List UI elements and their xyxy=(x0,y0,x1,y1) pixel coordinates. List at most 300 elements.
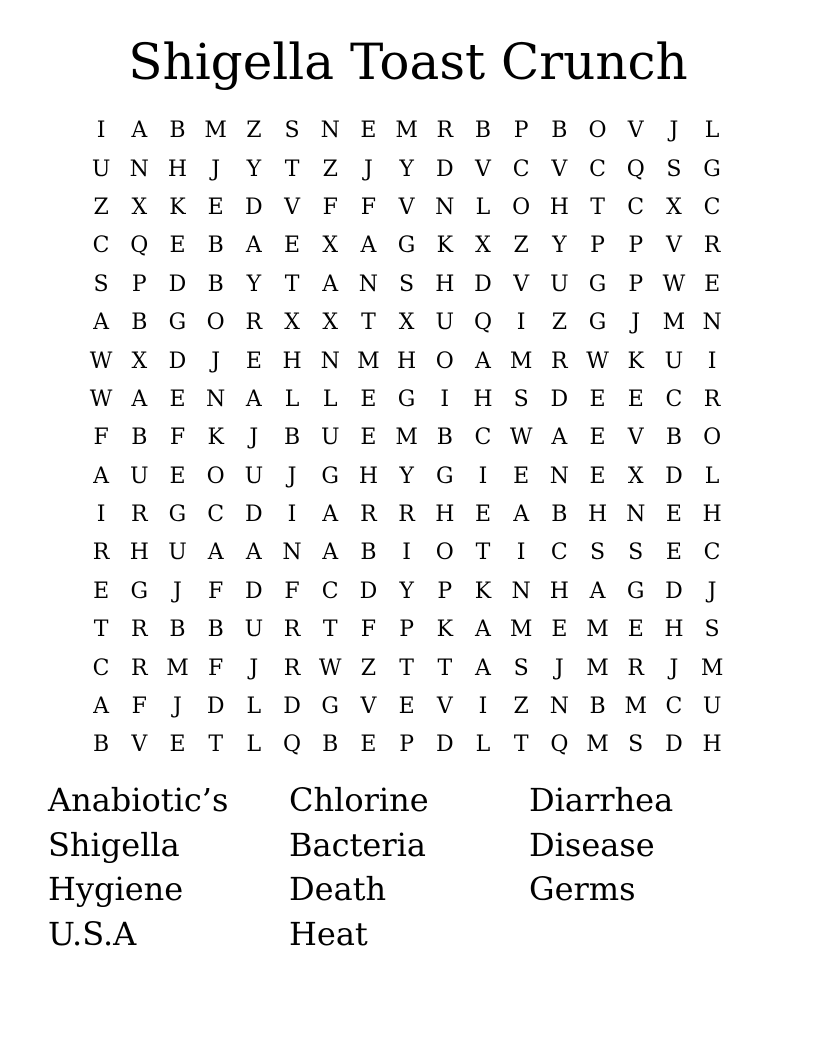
grid-letter: P xyxy=(399,732,414,758)
grid-letter: G xyxy=(168,502,187,528)
grid-row xyxy=(82,649,732,687)
grid-letter: U xyxy=(244,617,264,643)
grid-letter: P xyxy=(513,118,529,144)
grid-row xyxy=(82,726,732,764)
grid-letter: A xyxy=(322,540,339,566)
grid-row xyxy=(82,419,732,457)
grid-letter: M xyxy=(586,732,609,758)
grid-letter: E xyxy=(627,617,644,643)
grid-letter: E xyxy=(665,502,682,528)
grid-letter: U xyxy=(550,271,569,297)
grid-letter: B xyxy=(93,732,110,758)
grid-row xyxy=(82,496,732,534)
grid-letter: I xyxy=(402,540,411,566)
grid-letter: L xyxy=(475,194,491,220)
grid-letter: B xyxy=(169,118,186,144)
grid-letter: P xyxy=(437,578,453,604)
grid-letter: T xyxy=(284,271,300,297)
grid-letter: X xyxy=(322,310,339,336)
grid-letter: O xyxy=(206,310,225,336)
grid-letter: I xyxy=(516,310,526,336)
word-column xyxy=(529,778,769,912)
grid-letter: T xyxy=(208,732,223,758)
grid-letter: C xyxy=(207,502,225,528)
grid-letter: V xyxy=(398,194,415,220)
grid-letter: A xyxy=(589,578,606,604)
grid-letter: T xyxy=(361,310,376,336)
grid-letter: M xyxy=(204,118,227,144)
grid-letter: H xyxy=(435,271,455,297)
grid-letter: B xyxy=(207,233,224,259)
grid-letter: I xyxy=(287,502,297,528)
grid-letter: H xyxy=(358,463,378,489)
word-list-item: Heat xyxy=(289,915,368,954)
grid-letter: V xyxy=(665,233,682,259)
grid-letter: F xyxy=(131,694,147,720)
grid-letter: N xyxy=(320,118,340,144)
grid-letter: Y xyxy=(552,233,567,259)
grid-letter: F xyxy=(208,655,224,681)
grid-letter: G xyxy=(321,694,339,720)
grid-letter: V xyxy=(551,156,568,182)
grid-letter: X xyxy=(666,194,682,220)
grid-letter: Q xyxy=(283,732,302,758)
grid-letter: T xyxy=(437,655,453,681)
grid-letter: G xyxy=(626,578,645,604)
grid-letter: E xyxy=(284,233,301,259)
grid-letter: G xyxy=(130,578,149,604)
grid-letter: X xyxy=(284,310,300,336)
grid-letter: S xyxy=(93,271,109,297)
grid-letter: O xyxy=(435,540,454,566)
grid-letter: D xyxy=(245,194,263,220)
grid-letter: H xyxy=(397,348,417,374)
grid-letter: E xyxy=(551,617,568,643)
grid-letter: A xyxy=(475,348,491,374)
grid-letter: J xyxy=(363,156,373,182)
grid-letter: T xyxy=(399,655,414,681)
grid-letter: S xyxy=(513,386,529,412)
grid-letter: A xyxy=(322,502,339,528)
grid-letter: A xyxy=(475,617,491,643)
grid-letter: K xyxy=(474,578,492,604)
grid-letter: N xyxy=(435,194,455,220)
word-list-item: Chlorine xyxy=(289,781,429,819)
grid-letter: C xyxy=(589,156,606,182)
grid-letter: E xyxy=(360,386,377,412)
grid-letter: Z xyxy=(322,156,338,182)
grid-letter: H xyxy=(435,502,455,528)
grid-letter: N xyxy=(320,348,340,374)
grid-letter: M xyxy=(662,310,686,336)
grid-letter: M xyxy=(395,425,418,451)
grid-letter: Z xyxy=(513,694,529,720)
grid-letter: I xyxy=(440,386,450,412)
grid-letter: W xyxy=(318,655,342,681)
grid-letter: E xyxy=(169,233,186,259)
grid-row xyxy=(82,150,732,188)
grid-letter: M xyxy=(700,655,724,681)
grid-letter: M xyxy=(586,617,609,643)
grid-letter: F xyxy=(93,425,109,451)
grid-letter: U xyxy=(244,463,264,489)
grid-letter: N xyxy=(549,463,569,489)
grid-letter: E xyxy=(360,118,377,144)
word-list-item: Disease xyxy=(529,825,655,864)
grid-letter: E xyxy=(169,463,186,489)
grid-letter: S xyxy=(284,118,300,144)
grid-letter: N xyxy=(511,578,531,604)
grid-letter: P xyxy=(131,271,147,297)
grid-row xyxy=(82,611,732,649)
grid-letter: S xyxy=(399,271,415,297)
grid-letter: M xyxy=(624,694,647,720)
grid-letter: H xyxy=(282,348,302,374)
grid-letter: K xyxy=(627,348,644,374)
grid-letter: L xyxy=(284,386,300,412)
grid-letter: S xyxy=(513,655,529,681)
grid-row xyxy=(82,112,732,150)
grid-letter: J xyxy=(173,578,182,604)
grid-letter: J xyxy=(554,655,564,681)
grid-letter: H xyxy=(167,156,188,182)
grid-letter: D xyxy=(665,732,683,758)
grid-letter: A xyxy=(245,233,262,259)
word-list-item: U.S.A xyxy=(48,915,137,954)
grid-letter: M xyxy=(586,655,609,681)
grid-letter: A xyxy=(207,540,224,566)
grid-letter: B xyxy=(169,617,186,643)
grid-letter: R xyxy=(92,540,110,566)
grid-letter: E xyxy=(627,386,644,412)
grid-letter: V xyxy=(513,271,530,297)
grid-letter: N xyxy=(206,386,226,412)
grid-letter: J xyxy=(287,463,297,489)
grid-letter: D xyxy=(474,271,492,297)
grid-letter: R xyxy=(360,502,377,528)
grid-letter: L xyxy=(322,386,338,412)
grid-letter: W xyxy=(89,348,113,374)
grid-letter: M xyxy=(509,617,533,643)
grid-letter: E xyxy=(245,348,262,374)
grid-letter: A xyxy=(513,502,530,528)
grid-letter: B xyxy=(551,502,568,528)
grid-letter: Q xyxy=(626,156,645,182)
grid-letter: I xyxy=(516,540,526,566)
grid-letter: E xyxy=(513,463,530,489)
grid-letter: Y xyxy=(399,463,414,489)
grid-letter: N xyxy=(702,310,722,336)
grid-letter: N xyxy=(549,694,569,720)
grid-letter: L xyxy=(246,732,262,758)
grid-letter: B xyxy=(474,118,492,144)
grid-letter: N xyxy=(358,271,379,297)
grid-letter: A xyxy=(551,425,568,451)
grid-letter: H xyxy=(549,194,569,220)
grid-letter: E xyxy=(704,271,721,297)
grid-letter: F xyxy=(169,425,186,451)
grid-letter: V xyxy=(436,694,453,720)
grid-letter: R xyxy=(245,310,263,336)
grid-letter: J xyxy=(707,578,717,604)
grid-letter: H xyxy=(549,578,569,604)
grid-letter: K xyxy=(207,425,224,451)
grid-letter: F xyxy=(360,194,377,220)
grid-letter: O xyxy=(512,194,531,220)
grid-letter: E xyxy=(360,732,377,758)
grid-letter: Y xyxy=(399,578,414,604)
grid-letter: G xyxy=(168,310,187,336)
grid-letter: Y xyxy=(399,156,414,182)
grid-letter: A xyxy=(322,271,339,297)
grid-letter: R xyxy=(283,655,301,681)
grid-letter: M xyxy=(357,348,380,374)
grid-letter: H xyxy=(702,732,722,758)
grid-row xyxy=(82,381,732,419)
grid-letter: C xyxy=(92,233,110,259)
grid-letter: M xyxy=(166,655,189,681)
grid-letter: W xyxy=(89,386,113,412)
grid-letter: O xyxy=(206,463,225,489)
grid-letter: Q xyxy=(130,233,149,259)
grid-letter: R xyxy=(130,655,148,681)
grid-letter: Y xyxy=(246,271,262,297)
grid-letter: F xyxy=(360,617,377,643)
grid-letter: G xyxy=(397,233,416,259)
grid-letter: U xyxy=(664,348,684,374)
grid-letter: A xyxy=(93,463,110,489)
grid-letter: X xyxy=(398,310,415,336)
grid-letter: Q xyxy=(473,310,492,336)
grid-letter: H xyxy=(702,502,722,528)
grid-letter: L xyxy=(704,463,720,489)
grid-letter: P xyxy=(628,233,644,259)
grid-letter: L xyxy=(475,732,491,758)
grid-letter: E xyxy=(169,732,186,758)
grid-letter: D xyxy=(359,578,378,604)
grid-letter: J xyxy=(669,655,679,681)
grid-letter: R xyxy=(283,617,301,643)
grid-letter: J xyxy=(249,655,259,681)
grid-letter: D xyxy=(168,348,187,374)
grid-letter: Z xyxy=(93,194,109,220)
grid-letter: D xyxy=(206,694,225,720)
grid-letter: G xyxy=(703,156,721,182)
grid-letter: V xyxy=(131,732,148,758)
grid-letter: W xyxy=(586,348,609,374)
grid-letter: M xyxy=(395,118,418,144)
grid-letter: E xyxy=(360,425,377,451)
grid-letter: C xyxy=(550,540,568,566)
word-column xyxy=(289,778,529,957)
grid-letter: A xyxy=(360,233,377,259)
grid-letter: O xyxy=(588,118,607,144)
grid-letter: V xyxy=(360,694,377,720)
grid-letter: A xyxy=(131,118,148,144)
word-list-item: Death xyxy=(289,870,387,909)
grid-letter: R xyxy=(436,118,454,144)
grid-row xyxy=(82,458,732,496)
grid-letter: E xyxy=(93,578,110,604)
grid-letter: A xyxy=(475,655,491,681)
grid-letter: U xyxy=(130,463,149,489)
grid-letter: U xyxy=(320,425,340,451)
grid-letter: V xyxy=(284,194,300,220)
letter-grid xyxy=(82,112,732,765)
grid-letter: H xyxy=(664,617,684,643)
grid-letter: L xyxy=(704,118,720,144)
grid-letter: T xyxy=(93,617,109,643)
grid-row xyxy=(82,573,732,611)
grid-letter: Z xyxy=(246,118,262,144)
grid-letter: X xyxy=(131,348,148,374)
grid-letter: I xyxy=(96,118,106,144)
grid-letter: X xyxy=(627,463,644,489)
grid-letter: J xyxy=(211,348,221,374)
grid-letter: C xyxy=(92,655,110,681)
grid-letter: W xyxy=(662,271,686,297)
grid-letter: A xyxy=(93,310,110,336)
grid-letter: X xyxy=(131,194,148,220)
grid-letter: E xyxy=(589,463,606,489)
grid-letter: S xyxy=(704,617,720,643)
grid-letter: J xyxy=(249,425,259,451)
grid-row xyxy=(82,342,732,380)
grid-letter: P xyxy=(628,271,644,297)
grid-letter: E xyxy=(474,502,491,528)
grid-letter: Z xyxy=(551,310,567,336)
grid-letter: J xyxy=(669,118,679,144)
word-list-item: Germs xyxy=(529,870,636,909)
grid-row xyxy=(82,189,732,227)
grid-letter: Q xyxy=(550,732,569,758)
grid-letter: E xyxy=(398,694,415,720)
grid-letter: U xyxy=(702,694,722,720)
grid-letter: G xyxy=(588,271,607,297)
grid-letter: A xyxy=(131,386,148,412)
grid-letter: I xyxy=(478,463,488,489)
grid-letter: R xyxy=(398,502,415,528)
grid-letter: D xyxy=(435,156,454,182)
grid-letter: O xyxy=(435,348,454,374)
grid-letter: D xyxy=(283,694,301,720)
word-list-item: Bacteria xyxy=(289,825,426,864)
grid-letter: J xyxy=(173,694,182,720)
word-list-item: Shigella xyxy=(48,825,180,864)
grid-letter: C xyxy=(627,194,645,220)
grid-letter: V xyxy=(627,425,644,451)
grid-row xyxy=(82,227,732,265)
grid-letter: D xyxy=(435,732,454,758)
grid-letter: B xyxy=(360,540,377,566)
word-list-item: Diarrhea xyxy=(529,781,674,819)
grid-letter: N xyxy=(129,156,149,182)
grid-letter: J xyxy=(211,156,221,182)
page-title: Shigella Toast Crunch xyxy=(128,33,688,91)
grid-letter: D xyxy=(168,271,187,297)
grid-letter: N xyxy=(626,502,646,528)
grid-letter: A xyxy=(245,386,262,412)
grid-letter: C xyxy=(321,578,339,604)
grid-letter: D xyxy=(665,463,683,489)
grid-letter: G xyxy=(588,310,607,336)
grid-letter: D xyxy=(550,386,569,412)
grid-letter: B xyxy=(283,425,301,451)
grid-letter: T xyxy=(322,617,338,643)
grid-letter: K xyxy=(169,194,186,220)
grid-letter: E xyxy=(589,386,606,412)
grid-letter: R xyxy=(551,348,568,374)
grid-letter: E xyxy=(665,540,682,566)
grid-letter: I xyxy=(96,502,106,528)
grid-letter: S xyxy=(628,540,644,566)
grid-letter: C xyxy=(665,694,683,720)
grid-letter: E xyxy=(207,194,224,220)
grid-letter: S xyxy=(666,156,682,182)
word-column xyxy=(48,778,288,957)
grid-letter: C xyxy=(703,194,721,220)
grid-letter: H xyxy=(587,502,608,528)
grid-row xyxy=(82,304,732,342)
grid-letter: P xyxy=(590,233,605,259)
grid-letter: C xyxy=(665,386,683,412)
grid-letter: Z xyxy=(360,655,377,681)
grid-letter: H xyxy=(129,540,149,566)
grid-letter: V xyxy=(627,118,644,144)
grid-letter: C xyxy=(703,540,721,566)
grid-letter: M xyxy=(509,348,533,374)
grid-letter: B xyxy=(551,118,568,144)
grid-letter: B xyxy=(436,425,453,451)
grid-letter: I xyxy=(707,348,717,374)
grid-letter: N xyxy=(282,540,302,566)
grid-letter: U xyxy=(435,310,455,336)
grid-letter: F xyxy=(208,578,224,604)
grid-letter: B xyxy=(131,310,148,336)
grid-letter: U xyxy=(91,156,111,182)
grid-letter: A xyxy=(245,540,262,566)
grid-letter: T xyxy=(475,540,491,566)
grid-letter: O xyxy=(703,425,722,451)
grid-letter: X xyxy=(322,233,339,259)
grid-letter: I xyxy=(478,694,488,720)
word-list-item: Hygiene xyxy=(48,870,184,909)
grid-letter: C xyxy=(512,156,530,182)
grid-letter: B xyxy=(589,694,606,720)
grid-row xyxy=(82,266,732,304)
grid-row xyxy=(82,534,732,572)
grid-letter: B xyxy=(131,425,148,451)
grid-letter: R xyxy=(703,386,721,412)
grid-letter: U xyxy=(168,540,187,566)
grid-letter: G xyxy=(321,463,339,489)
grid-letter: G xyxy=(435,463,454,489)
grid-letter: B xyxy=(207,617,224,643)
grid-letter: T xyxy=(513,732,529,758)
grid-letter: T xyxy=(590,194,605,220)
grid-letter: R xyxy=(703,233,721,259)
word-list-item: Anabiotic’s xyxy=(48,781,229,819)
grid-letter: D xyxy=(665,578,683,604)
grid-letter: F xyxy=(284,578,300,604)
grid-letter: B xyxy=(665,425,682,451)
grid-letter: C xyxy=(474,425,492,451)
grid-row xyxy=(82,688,732,726)
grid-letter: K xyxy=(436,233,453,259)
grid-letter: F xyxy=(322,194,338,220)
grid-letter: W xyxy=(509,425,533,451)
grid-letter: E xyxy=(589,425,606,451)
